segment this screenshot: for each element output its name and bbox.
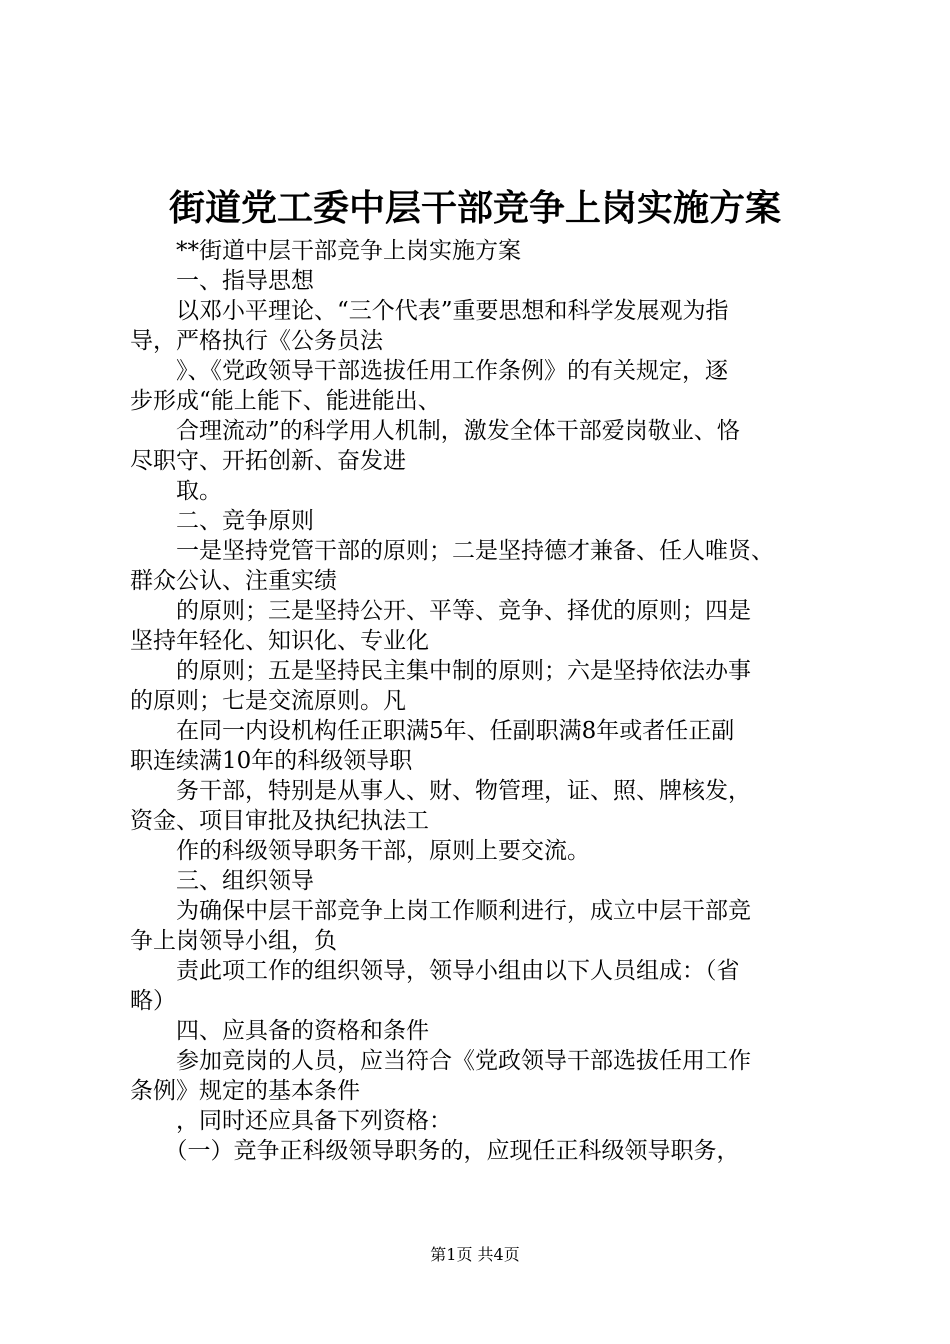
paragraph-continued xyxy=(130,626,830,656)
text-line: ，同时还应具备下列资格： xyxy=(176,1108,452,1134)
paragraph-continued xyxy=(130,386,830,416)
paragraph-continued xyxy=(130,446,830,476)
text-line: 资金、项目审批及执纪执法工 xyxy=(130,808,429,834)
text-line: 作的科级领导职务干部，原则上要交流。 xyxy=(176,838,590,864)
text-line: 一、指导思想 xyxy=(176,268,314,294)
text-line: 合理流动”的科学用人机制，激发全体干部爱岗敬业、恪 xyxy=(176,418,740,444)
paragraph-item-1 xyxy=(130,1136,830,1166)
text-line: 坚持年轻化、知识化、专业化 xyxy=(130,628,429,654)
paragraph-continued xyxy=(130,686,830,716)
text-line: 的原则；七是交流原则。凡 xyxy=(130,688,406,714)
paragraph-heading-1 xyxy=(130,266,830,296)
text-line: 导，严格执行《公务员法 xyxy=(130,328,383,354)
paragraph-principles xyxy=(130,536,830,566)
text-line: 尽职守、开拓创新、奋发进 xyxy=(130,448,406,474)
text-line: 在同一内设机构任正职满5年、任副职满8年或者任正副 xyxy=(176,718,735,744)
text-line: 的原则；五是坚持民主集中制的原则；六是坚持依法办事 xyxy=(176,658,751,684)
paragraph-continued xyxy=(130,806,830,836)
text-line: 一是坚持党管干部的原则；二是坚持德才兼备、任人唯贤、 xyxy=(176,538,774,564)
paragraph-continued xyxy=(130,716,830,746)
paragraph-continued xyxy=(130,476,830,506)
paragraph-continued xyxy=(130,926,830,956)
paragraph-organization xyxy=(130,896,830,926)
paragraph-continued xyxy=(130,596,830,626)
text-line: 取。 xyxy=(176,478,222,504)
text-line: 四、应具备的资格和条件 xyxy=(176,1018,429,1044)
paragraph-continued xyxy=(130,1076,830,1106)
paragraph-continued xyxy=(130,656,830,686)
paragraph-guiding-thought xyxy=(130,296,830,326)
text-line: （一）竞争正科级领导职务的，应现任正科级领导职务， xyxy=(164,1138,740,1164)
text-line: 二、竞争原则 xyxy=(176,508,314,534)
text-line: 群众公认、注重实绩 xyxy=(130,568,337,594)
text-line: 略） xyxy=(130,988,176,1014)
paragraph-continued xyxy=(130,836,830,866)
paragraph-continued xyxy=(130,746,830,776)
text-line: **街道中层干部竞争上岗实施方案 xyxy=(176,238,521,264)
text-line: 条例》规定的基本条件 xyxy=(130,1078,360,1104)
paragraph-qualifications xyxy=(130,1046,830,1076)
text-line: 争上岗领导小组，负 xyxy=(130,928,337,954)
paragraph-continued xyxy=(130,326,830,356)
text-line: 职连续满10年的科级领导职 xyxy=(130,748,413,774)
text-line: 务干部，特别是从事人、财、物管理，证、照、牌核发， xyxy=(176,778,751,804)
text-line: 的原则；三是坚持公开、平等、竞争、择优的原则；四是 xyxy=(176,598,751,624)
paragraph-continued xyxy=(130,416,830,446)
paragraph-continued xyxy=(130,956,830,986)
paragraph-continued xyxy=(130,1106,830,1136)
text-line: 以邓小平理论、“三个代表”重要思想和科学发展观为指 xyxy=(176,298,729,324)
paragraph-heading-3 xyxy=(130,866,830,896)
text-line: 参加竞岗的人员，应当符合《党政领导干部选拔任用工作 xyxy=(176,1048,751,1074)
text-line: 为确保中层干部竞争上岗工作顺利进行，成立中层干部竞 xyxy=(176,898,751,924)
text-line: 步形成“能上能下、能进能出、 xyxy=(130,388,441,414)
paragraph-continued xyxy=(130,986,830,1016)
paragraph-continued xyxy=(130,566,830,596)
page-footer: 第1页 共4页 xyxy=(430,1245,520,1264)
text-line: 三、组织领导 xyxy=(176,868,314,894)
document-title: 街道党工委中层干部竞争上岗实施方案 xyxy=(168,187,781,229)
paragraph-continued xyxy=(130,776,830,806)
text-line: 》、《党政领导干部选拔任用工作条例》的有关规定，逐 xyxy=(176,358,728,384)
paragraph-heading-2 xyxy=(130,506,830,536)
paragraph-continued xyxy=(130,356,830,386)
text-line: 责此项工作的组织领导，领导小组由以下人员组成：（省 xyxy=(176,958,740,984)
paragraph-heading-4 xyxy=(130,1016,830,1046)
paragraph-subtitle xyxy=(130,236,830,266)
document-body xyxy=(130,236,830,1166)
